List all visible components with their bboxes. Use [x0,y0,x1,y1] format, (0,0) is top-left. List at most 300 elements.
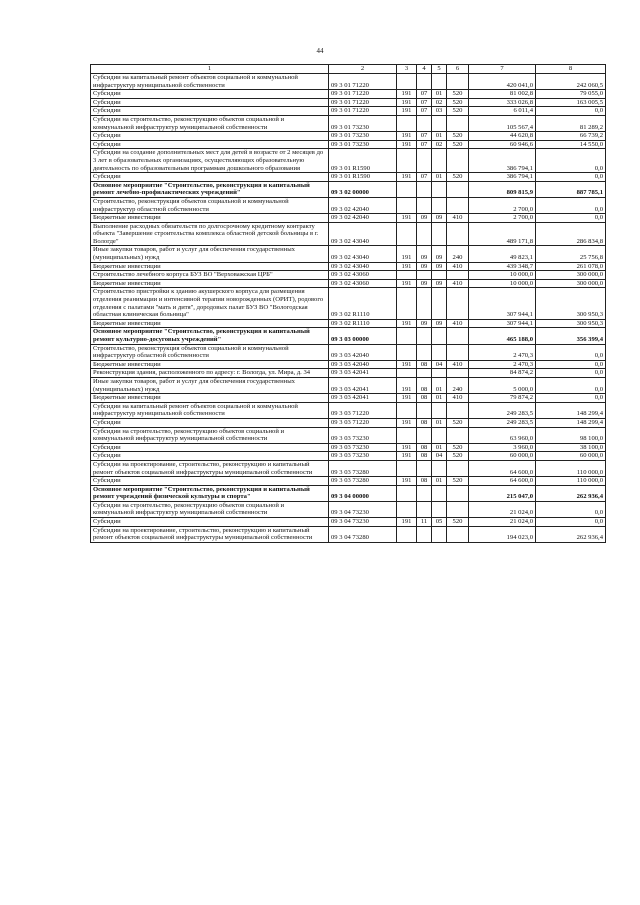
table-row [91,288,606,319]
row-value-year2: 14 550,0 [536,140,606,149]
row-expense-type: 410 [447,214,469,223]
row-name: Субсидии на капитальный ремонт объектов социальной и коммунальной инфраструктур муниципальной собственности [91,74,329,90]
row-code: 09 3 01 73230 [329,115,397,131]
table-row [91,262,606,271]
row-admin-code: 191 [397,360,417,369]
row-name: Субсидии [91,173,329,182]
row-name: Бюджетные инвестиции [91,214,329,223]
row-name: Строительство лечебного корпуса БУЗ ВО "Верховажская ЦРБ" [91,271,329,280]
row-admin-code [397,74,417,90]
row-admin-code: 191 [397,477,417,486]
row-code: 09 3 03 73280 [329,460,397,476]
row-value-year1: 420 041,0 [469,74,536,90]
row-name: Строительство пристройки к зданию акушерского корпуса для размещения отделения реанимации и интенсивной терапии новорожденных (ОРИТ), родового отделения с палатами "мать и дитя", дородовых палат БУЗ ВО "Вологодская областная клиническая больница" [91,288,329,319]
row-value-year2: 0,0 [536,344,606,360]
row-expense-type: 410 [447,262,469,271]
row-value-year2: 148 299,4 [536,418,606,427]
column-header: 6 [447,65,469,74]
row-name: Основное мероприятие "Строительство, реконструкция и капитальный ремонт культурно-досуговых учреждений" [91,328,329,344]
table-row [91,132,606,141]
row-name: Субсидии [91,418,329,427]
row-name: Субсидии на создание дополнительных мест для детей в возрасте от 2 месяцев до 3 лет в образовательных организациях, осуществляющих образовательную деятельность по образовательным программам дошкольного образования [91,149,329,173]
row-name: Бюджетные инвестиции [91,262,329,271]
row-value-year2: 0,0 [536,197,606,213]
row-name: Субсидии [91,443,329,452]
row-subsection [432,181,447,197]
row-expense-type: 520 [447,443,469,452]
row-subsection [432,526,447,542]
row-value-year1: 194 023,0 [469,526,536,542]
row-section: 08 [417,477,432,486]
row-section: 07 [417,132,432,141]
row-subsection [432,460,447,476]
column-header: 2 [329,65,397,74]
row-expense-type: 520 [447,418,469,427]
row-value-year2: 0,0 [536,173,606,182]
table-body [91,74,606,543]
row-section [417,485,432,501]
row-code: 09 3 01 73230 [329,132,397,141]
row-value-year1: 2 470,3 [469,344,536,360]
row-admin-code: 191 [397,246,417,262]
row-section: 08 [417,377,432,393]
row-code: 09 3 03 71220 [329,418,397,427]
row-subsection: 09 [432,214,447,223]
row-value-year1: 3 960,0 [469,443,536,452]
row-name: Субсидии на проектирование, строительство, реконструкцию и капитальный ремонт объектов социальной инфраструктуры муниципальной собственности [91,460,329,476]
row-name: Строительство, реконструкция объектов социальной и коммунальной инфраструктур областной собственности [91,197,329,213]
row-code: 09 3 04 00000 [329,485,397,501]
row-value-year1: 215 047,0 [469,485,536,501]
row-expense-type [447,344,469,360]
row-code: 09 3 02 43040 [329,246,397,262]
row-name: Основное мероприятие "Строительство, реконструкция и капитальный ремонт учреждений физической культуры и спорта" [91,485,329,501]
row-subsection: 01 [432,477,447,486]
row-section: 07 [417,98,432,107]
row-value-year1: 439 348,7 [469,262,536,271]
table-row [91,214,606,223]
row-value-year2: 300 000,0 [536,279,606,288]
row-value-year1: 489 171,8 [469,222,536,246]
row-code: 09 3 03 71220 [329,402,397,418]
row-expense-type [447,328,469,344]
row-admin-code: 191 [397,377,417,393]
row-subsection: 02 [432,98,447,107]
row-section [417,460,432,476]
row-admin-code [397,328,417,344]
row-admin-code: 191 [397,279,417,288]
row-value-year2: 261 078,0 [536,262,606,271]
row-name: Бюджетные инвестиции [91,394,329,403]
row-section [417,427,432,443]
row-value-year1: 10 000,0 [469,279,536,288]
table-row [91,222,606,246]
row-value-year2: 300 000,0 [536,271,606,280]
table-row [91,460,606,476]
table-row [91,90,606,99]
table-row [91,197,606,213]
table-row [91,279,606,288]
row-subsection [432,328,447,344]
row-subsection: 01 [432,173,447,182]
row-admin-code [397,526,417,542]
row-expense-type [447,427,469,443]
row-code: 09 3 03 73230 [329,427,397,443]
row-name: Выполнение расходных обязательств по долгосрочному кредитному контракту объекта "Завершение строительства комплекса областной детской больницы в г. Вологде" [91,222,329,246]
table-row [91,98,606,107]
row-value-year1: 60 000,0 [469,452,536,461]
table-row [91,344,606,360]
row-subsection [432,402,447,418]
row-admin-code [397,149,417,173]
row-value-year1: 386 794,1 [469,173,536,182]
row-admin-code: 191 [397,98,417,107]
row-expense-type: 410 [447,319,469,328]
row-subsection: 01 [432,377,447,393]
row-subsection [432,288,447,319]
row-name: Субсидии [91,452,329,461]
row-expense-type [447,115,469,131]
row-section [417,344,432,360]
row-code: 09 3 03 42040 [329,360,397,369]
row-section [417,197,432,213]
row-value-year2: 0,0 [536,394,606,403]
row-code: 09 3 02 43040 [329,222,397,246]
row-admin-code [397,181,417,197]
row-expense-type [447,149,469,173]
budget-table [90,64,606,543]
row-admin-code: 191 [397,452,417,461]
row-code: 09 3 03 42041 [329,377,397,393]
row-subsection [432,74,447,90]
row-subsection: 01 [432,443,447,452]
row-section: 09 [417,279,432,288]
row-value-year2: 81 289,2 [536,115,606,131]
row-section: 07 [417,140,432,149]
row-value-year2: 38 100,0 [536,443,606,452]
row-subsection: 05 [432,518,447,527]
row-value-year2: 0,0 [536,377,606,393]
row-code: 09 3 01 73230 [329,140,397,149]
row-value-year1: 79 874,2 [469,394,536,403]
row-subsection [432,344,447,360]
row-value-year2: 286 834,8 [536,222,606,246]
row-expense-type: 410 [447,360,469,369]
row-expense-type [447,288,469,319]
row-code: 09 3 01 71220 [329,74,397,90]
row-admin-code: 191 [397,319,417,328]
row-admin-code [397,271,417,280]
column-header: 3 [397,65,417,74]
row-section: 09 [417,246,432,262]
row-subsection [432,501,447,517]
row-value-year1: 307 944,1 [469,319,536,328]
row-admin-code: 191 [397,173,417,182]
row-name: Основное мероприятие "Строительство, реконструкция и капитальный ремонт лечебно-профилактических учреждений" [91,181,329,197]
column-header: 5 [432,65,447,74]
row-section [417,369,432,378]
row-section [417,271,432,280]
row-section [417,288,432,319]
row-code: 09 3 01 71220 [329,90,397,99]
row-value-year1: 386 794,1 [469,149,536,173]
row-section: 07 [417,107,432,116]
row-code: 09 3 03 42040 [329,344,397,360]
row-value-year1: 465 188,0 [469,328,536,344]
row-value-year1: 307 944,1 [469,288,536,319]
row-value-year2: 0,0 [536,214,606,223]
row-admin-code [397,427,417,443]
row-value-year2: 356 399,4 [536,328,606,344]
row-admin-code: 191 [397,90,417,99]
row-subsection [432,485,447,501]
row-value-year2: 163 005,5 [536,98,606,107]
row-expense-type [447,181,469,197]
row-subsection [432,369,447,378]
table-row [91,328,606,344]
row-expense-type [447,485,469,501]
row-name: Бюджетные инвестиции [91,360,329,369]
row-value-year1: 5 000,0 [469,377,536,393]
row-section: 09 [417,262,432,271]
row-section: 09 [417,319,432,328]
row-subsection: 04 [432,452,447,461]
row-value-year1: 249 283,5 [469,402,536,418]
row-section [417,181,432,197]
table-row [91,402,606,418]
row-code: 09 3 03 42041 [329,394,397,403]
row-admin-code: 191 [397,132,417,141]
row-code: 09 3 01 R1590 [329,173,397,182]
row-value-year2: 25 756,8 [536,246,606,262]
column-header: 4 [417,65,432,74]
row-expense-type: 520 [447,173,469,182]
row-subsection: 01 [432,90,447,99]
row-section [417,328,432,344]
row-name: Субсидии на капитальный ремонт объектов социальной и коммунальной инфраструктур муниципальной собственности [91,402,329,418]
row-subsection: 03 [432,107,447,116]
table-row [91,140,606,149]
row-section [417,526,432,542]
row-value-year2: 0,0 [536,369,606,378]
row-subsection: 09 [432,262,447,271]
row-subsection: 04 [432,360,447,369]
row-section: 08 [417,452,432,461]
row-value-year1: 60 946,6 [469,140,536,149]
row-name: Субсидии [91,518,329,527]
row-code: 09 3 03 73230 [329,452,397,461]
table-row [91,377,606,393]
row-value-year2: 60 000,0 [536,452,606,461]
row-code: 09 3 04 73280 [329,526,397,542]
row-section: 08 [417,394,432,403]
row-section [417,501,432,517]
row-value-year2: 0,0 [536,518,606,527]
row-value-year1: 249 283,5 [469,418,536,427]
row-admin-code [397,369,417,378]
row-value-year2: 262 936,4 [536,485,606,501]
table-row [91,452,606,461]
row-name: Субсидии на проектирование, строительство, реконструкцию и капитальный ремонт объектов социальной инфраструктуры муниципальной собственности [91,526,329,542]
row-value-year2: 110 000,0 [536,477,606,486]
row-admin-code: 191 [397,418,417,427]
row-value-year2: 0,0 [536,360,606,369]
row-expense-type [447,369,469,378]
row-subsection [432,149,447,173]
row-code: 09 3 03 73280 [329,477,397,486]
row-value-year2: 110 000,0 [536,460,606,476]
row-value-year1: 6 011,4 [469,107,536,116]
row-code: 09 3 02 42040 [329,214,397,223]
row-expense-type [447,197,469,213]
table-row [91,501,606,517]
row-value-year1: 49 823,1 [469,246,536,262]
row-name: Строительство, реконструкция объектов социальной и коммунальной инфраструктур областной собственности [91,344,329,360]
row-expense-type [447,402,469,418]
row-admin-code [397,197,417,213]
row-value-year2: 300 950,3 [536,288,606,319]
row-value-year1: 44 620,8 [469,132,536,141]
row-admin-code: 191 [397,518,417,527]
table-row [91,271,606,280]
row-subsection: 01 [432,418,447,427]
row-expense-type: 520 [447,107,469,116]
row-subsection: 09 [432,319,447,328]
row-admin-code [397,115,417,131]
table-row [91,518,606,527]
row-code: 09 3 02 43040 [329,262,397,271]
row-section: 08 [417,360,432,369]
row-name: Субсидии [91,98,329,107]
row-code: 09 3 03 73230 [329,443,397,452]
row-code: 09 3 02 00000 [329,181,397,197]
row-subsection: 01 [432,394,447,403]
row-value-year1: 2 700,0 [469,214,536,223]
table-row [91,418,606,427]
table-row [91,74,606,90]
row-value-year2: 262 936,4 [536,526,606,542]
row-value-year1: 10 000,0 [469,271,536,280]
row-subsection [432,115,447,131]
row-name: Бюджетные инвестиции [91,319,329,328]
row-section: 11 [417,518,432,527]
row-name: Субсидии на строительство, реконструкцию объектов социальной и коммунальной инфраструктур муниципальной собственности [91,115,329,131]
row-section: 07 [417,90,432,99]
table-row [91,173,606,182]
row-expense-type: 520 [447,132,469,141]
row-admin-code [397,288,417,319]
row-expense-type: 520 [447,452,469,461]
row-expense-type [447,271,469,280]
row-section: 07 [417,173,432,182]
row-code: 09 3 02 R1110 [329,319,397,328]
row-value-year2: 242 060,5 [536,74,606,90]
row-subsection: 02 [432,140,447,149]
row-admin-code: 191 [397,214,417,223]
row-expense-type: 410 [447,394,469,403]
row-code: 09 3 04 73230 [329,518,397,527]
row-value-year1: 105 567,4 [469,115,536,131]
row-code: 09 3 02 43060 [329,279,397,288]
row-section [417,402,432,418]
row-value-year2: 0,0 [536,107,606,116]
row-value-year2: 887 785,1 [536,181,606,197]
row-subsection: 09 [432,246,447,262]
header-row [91,65,606,74]
row-subsection [432,271,447,280]
row-code: 09 3 02 43060 [329,271,397,280]
table-row [91,427,606,443]
row-expense-type: 520 [447,98,469,107]
table-row [91,369,606,378]
row-admin-code [397,344,417,360]
row-expense-type: 520 [447,140,469,149]
row-subsection: 09 [432,279,447,288]
page-number: 44 [316,47,324,55]
row-admin-code [397,501,417,517]
row-code: 09 3 03 42041 [329,369,397,378]
column-header: 7 [469,65,536,74]
row-expense-type [447,222,469,246]
row-admin-code: 191 [397,140,417,149]
row-expense-type: 240 [447,377,469,393]
row-section [417,222,432,246]
column-header: 1 [91,65,329,74]
row-code: 09 3 02 42040 [329,197,397,213]
row-value-year2: 0,0 [536,149,606,173]
table-row [91,394,606,403]
row-value-year1: 333 026,8 [469,98,536,107]
table-row [91,526,606,542]
row-section [417,74,432,90]
row-section: 09 [417,214,432,223]
row-admin-code: 191 [397,262,417,271]
row-admin-code: 191 [397,394,417,403]
table-row [91,246,606,262]
row-expense-type: 520 [447,518,469,527]
row-admin-code [397,485,417,501]
row-value-year1: 84 874,2 [469,369,536,378]
row-value-year2: 300 950,3 [536,319,606,328]
row-expense-type: 240 [447,246,469,262]
row-name: Реконструкция здания, расположенного по адресу: г. Вологда, ул. Мира, д. 34 [91,369,329,378]
row-code: 09 3 01 R1590 [329,149,397,173]
row-name: Бюджетные инвестиции [91,279,329,288]
table-row [91,360,606,369]
row-subsection [432,427,447,443]
row-admin-code [397,460,417,476]
row-value-year2: 148 299,4 [536,402,606,418]
row-name: Субсидии на строительство, реконструкцию объектов социальной и коммунальной инфраструктур муниципальной собственности [91,427,329,443]
row-code: 09 3 01 71220 [329,107,397,116]
row-section [417,149,432,173]
row-name: Субсидии [91,107,329,116]
row-value-year2: 66 739,2 [536,132,606,141]
row-subsection [432,197,447,213]
row-expense-type: 410 [447,279,469,288]
table-row [91,443,606,452]
row-code: 09 3 03 00000 [329,328,397,344]
row-name: Субсидии [91,132,329,141]
row-value-year1: 21 024,0 [469,518,536,527]
row-value-year2: 79 055,0 [536,90,606,99]
table-row [91,115,606,131]
row-expense-type [447,526,469,542]
row-section: 08 [417,443,432,452]
row-subsection [432,222,447,246]
row-section [417,115,432,131]
row-expense-type [447,501,469,517]
